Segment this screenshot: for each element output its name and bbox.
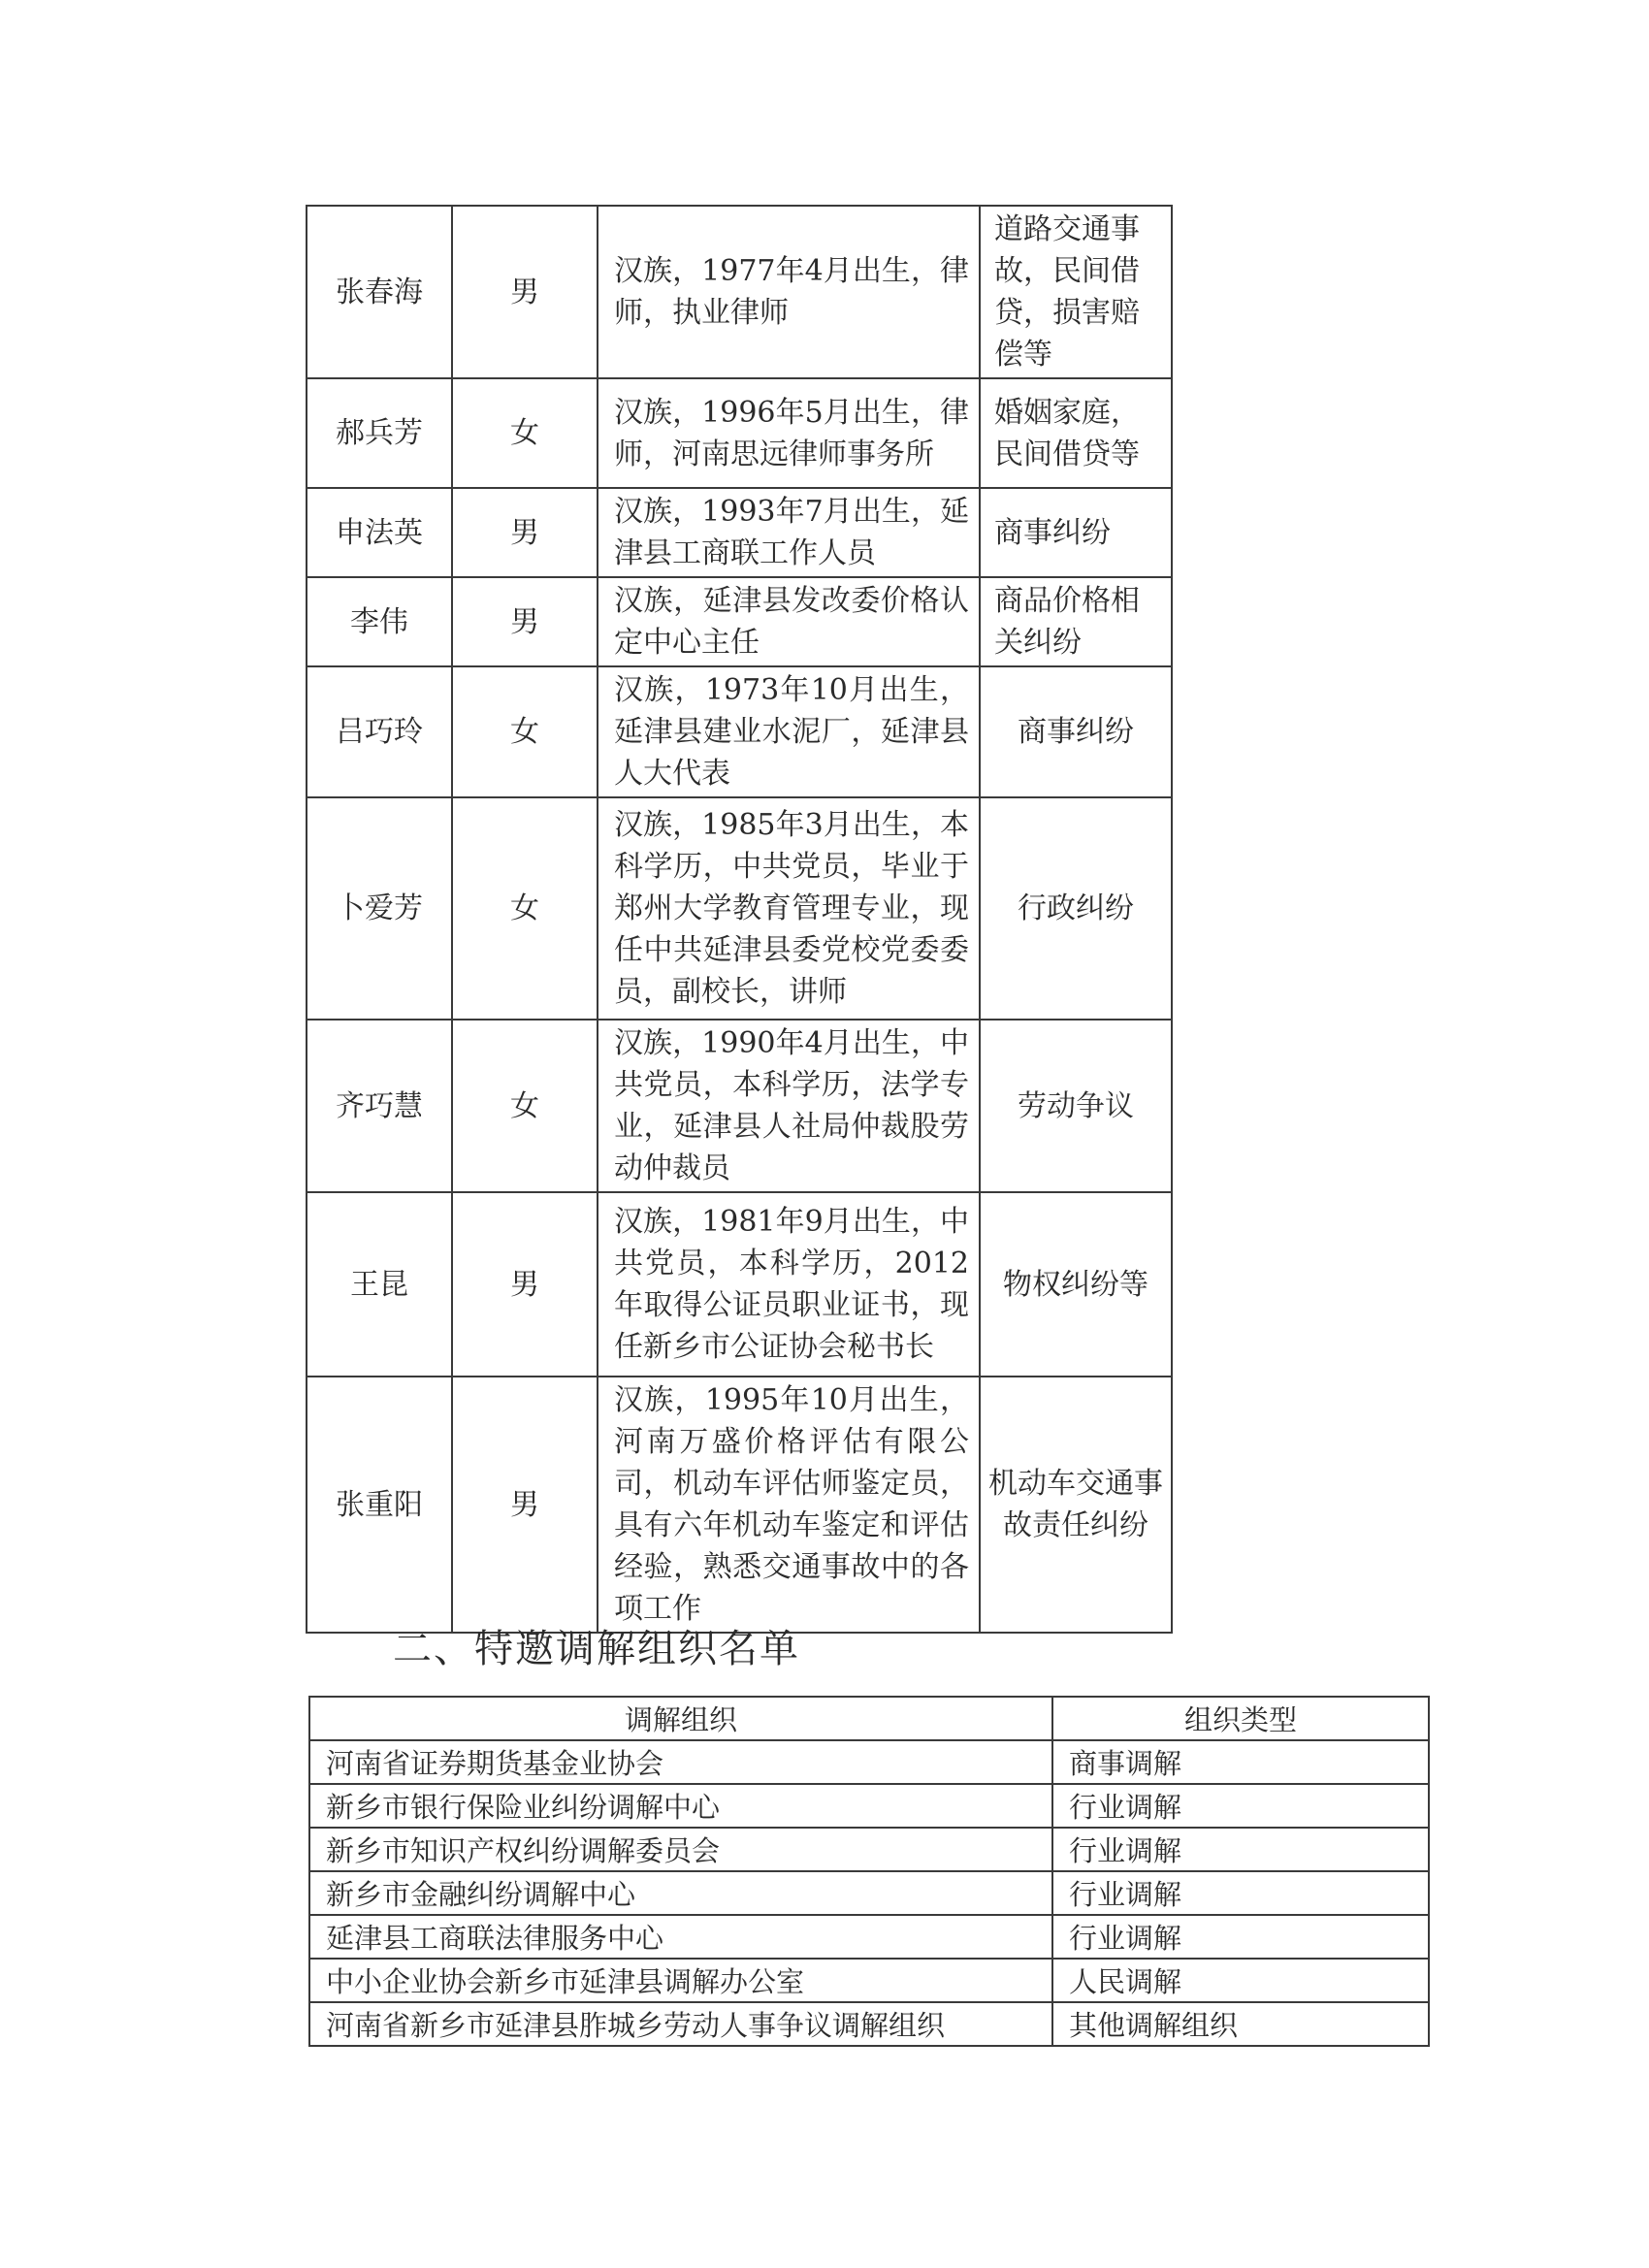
table-row <box>309 2002 1429 2046</box>
mediator-name: 卜爱芳 <box>307 797 452 1020</box>
organization-name: 河南省新乡市延津县胙城乡劳动人事争议调解组织 <box>309 2002 1052 2046</box>
mediator-name: 张春海 <box>307 206 452 378</box>
organization-name: 新乡市知识产权纠纷调解委员会 <box>309 1828 1052 1871</box>
mediator-name: 张重阳 <box>307 1377 452 1633</box>
organization-name: 新乡市金融纠纷调解中心 <box>309 1871 1052 1915</box>
mediator-gender: 男 <box>452 488 598 577</box>
organization-type: 行业调解 <box>1052 1871 1429 1915</box>
organization-name: 中小企业协会新乡市延津县调解办公室 <box>309 1959 1052 2002</box>
organization-name: 河南省证券期货基金业协会 <box>309 1740 1052 1784</box>
mediator-name: 吕巧玲 <box>307 666 452 797</box>
table-row <box>307 1377 1172 1633</box>
organization-type: 行业调解 <box>1052 1828 1429 1871</box>
organization-name: 延津县工商联法律服务中心 <box>309 1915 1052 1959</box>
table-row <box>309 1915 1429 1959</box>
table-row <box>307 1192 1172 1377</box>
mediator-gender: 女 <box>452 666 598 797</box>
mediator-gender: 男 <box>452 1377 598 1633</box>
organization-type: 行业调解 <box>1052 1784 1429 1828</box>
mediator-description: 汉族，1973年10月出生，延津县建业水泥厂，延津县人大代表 <box>598 666 980 797</box>
mediator-description: 汉族，1977年4月出生，律师，执业律师 <box>598 206 980 378</box>
column-header-type: 组织类型 <box>1052 1697 1429 1740</box>
mediator-gender: 男 <box>452 206 598 378</box>
mediator-name: 王昆 <box>307 1192 452 1377</box>
table-row <box>307 488 1172 577</box>
mediator-table <box>306 205 1173 1634</box>
mediator-gender: 女 <box>452 378 598 488</box>
mediator-scope: 道路交通事故，民间借贷，损害赔偿等 <box>980 206 1172 378</box>
mediator-name: 李伟 <box>307 577 452 666</box>
organization-type: 商事调解 <box>1052 1740 1429 1784</box>
organization-type: 其他调解组织 <box>1052 2002 1429 2046</box>
table-row <box>307 797 1172 1020</box>
table-row <box>309 1959 1429 2002</box>
organization-type: 行业调解 <box>1052 1915 1429 1959</box>
mediator-description: 汉族，1996年5月出生，律师，河南思远律师事务所 <box>598 378 980 488</box>
mediator-scope: 婚姻家庭，民间借贷等 <box>980 378 1172 488</box>
mediator-scope: 劳动争议 <box>980 1020 1172 1192</box>
table-row <box>309 1740 1429 1784</box>
table-row <box>307 577 1172 666</box>
mediator-description: 汉族，延津县发改委价格认定中心主任 <box>598 577 980 666</box>
organization-name: 新乡市银行保险业纠纷调解中心 <box>309 1784 1052 1828</box>
section-heading: 二、特邀调解组织名单 <box>393 1627 800 1671</box>
mediator-scope: 机动车交通事故责任纠纷 <box>980 1377 1172 1633</box>
table-row <box>309 1784 1429 1828</box>
organization-table <box>308 1696 1430 2047</box>
column-header-organization: 调解组织 <box>309 1697 1052 1740</box>
table-row <box>307 666 1172 797</box>
mediator-description: 汉族，1981年9月出生，中共党员，本科学历，2012年取得公证员职业证书，现任新乡市公证协会秘书长 <box>598 1192 980 1377</box>
organization-type: 人民调解 <box>1052 1959 1429 2002</box>
mediator-name: 齐巧慧 <box>307 1020 452 1192</box>
mediator-gender: 男 <box>452 577 598 666</box>
mediator-scope: 商事纠纷 <box>980 666 1172 797</box>
table-row <box>309 1871 1429 1915</box>
table-row <box>309 1828 1429 1871</box>
mediator-name: 郝兵芳 <box>307 378 452 488</box>
table-row <box>307 206 1172 378</box>
mediator-description: 汉族，1990年4月出生，中共党员，本科学历，法学专业，延津县人社局仲裁股劳动仲裁员 <box>598 1020 980 1192</box>
table-header-row <box>309 1697 1429 1740</box>
mediator-description: 汉族，1985年3月出生，本科学历，中共党员，毕业于郑州大学教育管理专业，现任中共延津县委党校党委委员，副校长，讲师 <box>598 797 980 1020</box>
mediator-scope: 物权纠纷等 <box>980 1192 1172 1377</box>
mediator-scope: 商事纠纷 <box>980 488 1172 577</box>
table-row <box>307 1020 1172 1192</box>
mediator-scope: 商品价格相关纠纷 <box>980 577 1172 666</box>
mediator-description: 汉族，1993年7月出生，延津县工商联工作人员 <box>598 488 980 577</box>
table-row <box>307 378 1172 488</box>
mediator-description: 汉族，1995年10月出生，河南万盛价格评估有限公司，机动车评估师鉴定员，具有六年机动车鉴定和评估经验，熟悉交通事故中的各项工作 <box>598 1377 980 1633</box>
mediator-gender: 女 <box>452 1020 598 1192</box>
mediator-scope: 行政纠纷 <box>980 797 1172 1020</box>
mediator-gender: 女 <box>452 797 598 1020</box>
mediator-gender: 男 <box>452 1192 598 1377</box>
mediator-name: 申法英 <box>307 488 452 577</box>
